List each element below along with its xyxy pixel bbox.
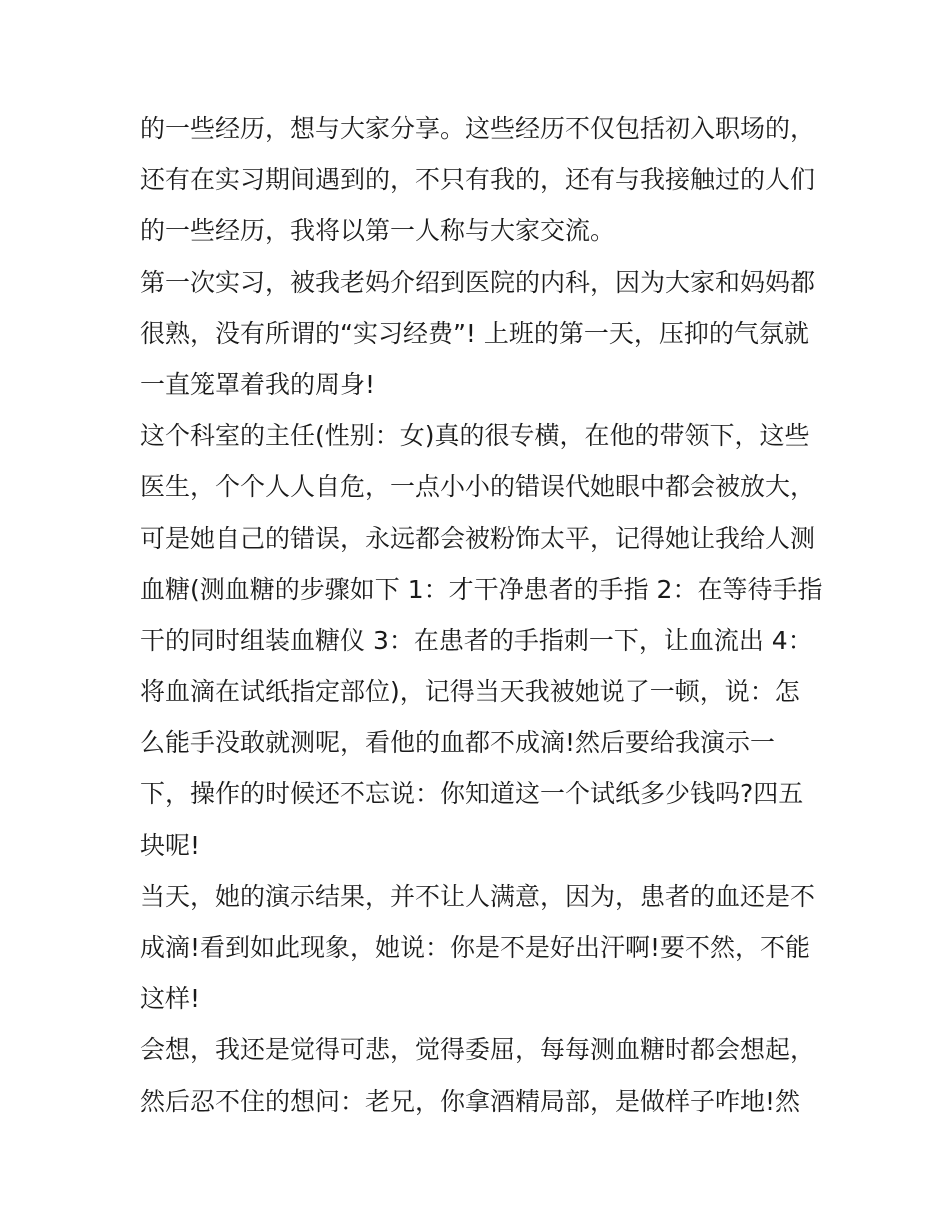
text-line: 这个科室的主任(性别：女)真的很专横，在他的带领下，这些 (140, 421, 810, 451)
text-line: 当天，她的演示结果，并不让人满意，因为，患者的血还是不 (140, 881, 816, 911)
text-line: 第一次实习，被我老妈介绍到医院的内科，因为大家和妈妈都 (140, 267, 816, 297)
text-line: 下，操作的时候还不忘说：你知道这一个试纸多少钱吗?四五 (140, 779, 804, 809)
text-line: 么能手没敢就测呢，看他的血都不成滴!然后要给我演示一 (140, 728, 776, 758)
text-line: 很熟，没有所谓的“实习经费”! 上班的第一天，压抑的气氛就 (140, 318, 809, 348)
text-line: 将血滴在试纸指定部位)，记得当天我被她说了一顿，说：怎 (140, 677, 800, 707)
text-line: 的一些经历，想与大家分享。这些经历不仅包括初入职场的， (140, 114, 816, 143)
text-line: 会想，我还是觉得可悲，觉得委屈，每每测血糖时都会想起， (140, 1035, 816, 1065)
text-line: 可是她自己的错误，永远都会被粉饰太平，记得她让我给人测 (140, 523, 816, 553)
text-line: 血糖(测血糖的步骤如下 1：才干净患者的手指 2：在等待手指 (140, 574, 823, 604)
text-line: 的一些经历，我将以第一人称与大家交流。 (140, 216, 616, 246)
text-line: 还有在实习期间遇到的，不只有我的，还有与我接触过的人们 (140, 165, 816, 195)
text-line: 成滴!看到如此现象，她说：你是不是好出汗啊!要不然，不能 (140, 933, 811, 962)
text-line: 医生，个个人人自危，一点小小的错误代她眼中都会被放大， (140, 472, 816, 502)
text-line: 这样! (140, 984, 201, 1014)
text-line: 干的同时组装血糖仪 3：在患者的手指刺一下，让血流出 4： (140, 625, 813, 655)
text-line: 块呢! (140, 830, 201, 860)
body-text (140, 103, 830, 1127)
text-line: 一直笼罩着我的周身! (140, 369, 376, 399)
text-line: 然后忍不住的想问：老兄，你拿酒精局部，是做样子咋地!然 (140, 1086, 801, 1116)
